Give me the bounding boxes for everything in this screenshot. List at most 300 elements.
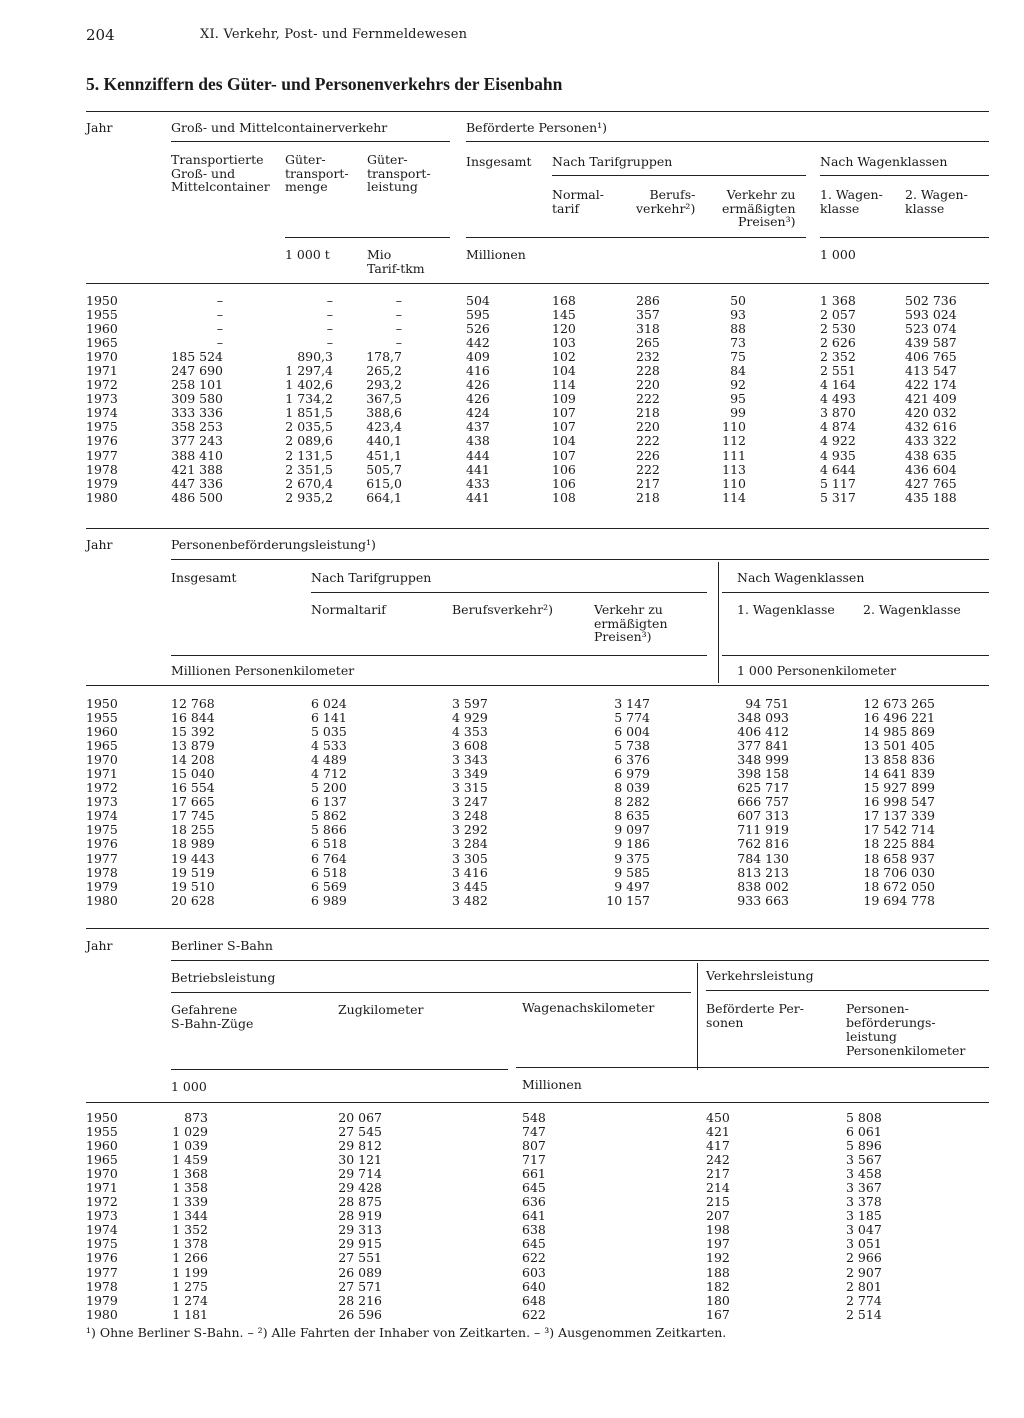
table-cell: 145 (552, 307, 576, 323)
table-cell: 5 317 (820, 489, 856, 505)
table-cell: 9 375 (614, 850, 650, 866)
table-cell: 1970 (86, 752, 118, 768)
table-cell: 13 501 405 (863, 738, 935, 754)
table-cell: 5 808 (846, 1110, 882, 1125)
table-cell: 2 626 (820, 335, 856, 351)
table-cell: 1974 (86, 1222, 118, 1238)
table-cell: 103 (552, 335, 576, 351)
table-cell: 413 547 (905, 363, 957, 379)
table-cell: 2 035,5 (285, 419, 333, 435)
t2-col-total (171, 697, 241, 908)
table-cell: 19 519 (171, 864, 215, 880)
table-cell: 9 186 (614, 836, 650, 852)
table-cell: 5 774 (614, 710, 650, 726)
table-cell: 1976 (86, 836, 118, 852)
table-cell: 486 500 (171, 489, 223, 505)
table-cell: 108 (552, 489, 576, 505)
table-cell: 641 (522, 1208, 546, 1224)
table-cell: – (326, 293, 333, 308)
t1-unit-mio-tkm: Mio Tarif-tkm (367, 247, 425, 276)
t3-col-trains (160, 1111, 208, 1322)
table-cell: 3 185 (846, 1208, 882, 1224)
table-cell: 29 428 (338, 1180, 382, 1196)
table-cell: 1 368 (172, 1166, 208, 1182)
table-cell: 293,2 (366, 377, 402, 393)
t2-header-class1: 1. Wagenklasse (737, 602, 835, 617)
t3-unit-rule-b (516, 1067, 989, 1068)
table-cell: 1976 (86, 433, 118, 449)
t1-header-class1: 1. Wagen- klasse (820, 187, 883, 216)
table-cell: 188 (706, 1264, 730, 1280)
table-cell: 30 121 (338, 1152, 382, 1168)
table-cell: 1971 (86, 363, 118, 379)
t3-col-passengers (706, 1111, 746, 1322)
table-cell: 106 (552, 461, 576, 477)
t1-header-normal: Normal- tarif (552, 187, 604, 216)
table-cell: 102 (552, 349, 576, 365)
table-cell: 6 989 (311, 892, 347, 908)
table-cell: 168 (552, 293, 576, 308)
t1-unit-rule-a (285, 237, 450, 238)
table-cell: 27 551 (338, 1250, 382, 1266)
table-cell: 19 694 778 (863, 892, 935, 908)
table-cell: 222 (636, 391, 660, 407)
table-cell: 409 (466, 349, 490, 365)
table-cell: 220 (636, 377, 660, 393)
table-cell: 1980 (86, 489, 118, 505)
t3-col-train-km (320, 1111, 382, 1322)
table-cell: 29 714 (338, 1166, 382, 1182)
table-cell: 358 253 (171, 419, 223, 435)
t3-rule-operations (171, 992, 691, 993)
t1-header-total: Insgesamt (466, 154, 532, 169)
table-cell: 18 672 050 (863, 878, 935, 894)
t3-header-traffic: Verkehrsleistung (706, 968, 814, 983)
table-cell: 440,1 (366, 433, 402, 449)
t3-header-passengers: Beförderte Per- sonen (706, 1001, 804, 1030)
table-cell: 309 580 (171, 391, 223, 407)
table-cell: 29 313 (338, 1222, 382, 1238)
table3-top-rule (86, 928, 989, 929)
table-cell: 18 255 (171, 822, 215, 838)
table-cell: 4 929 (452, 710, 488, 726)
running-title: XI. Verkehr, Post- und Fernmeldewesen (200, 27, 468, 42)
table-cell: 420 032 (905, 405, 957, 421)
table-cell: 2 530 (820, 321, 856, 337)
table-cell: 2 514 (846, 1306, 882, 1322)
table-cell: 3 378 (846, 1194, 882, 1210)
table-cell: 711 919 (737, 822, 789, 838)
table-cell: 441 (466, 461, 490, 477)
table-cell: 6 518 (311, 864, 347, 880)
t1-rule-tariff (552, 175, 806, 176)
table-cell: 933 663 (737, 892, 789, 908)
table-cell: 873 (184, 1110, 208, 1125)
table-cell: 1971 (86, 1180, 118, 1196)
t3-header-trains: Gefahrene S-Bahn-Züge (171, 1002, 254, 1031)
table-cell: 526 (466, 321, 490, 337)
table-cell: 13 858 836 (863, 752, 935, 768)
t2-unit-thousand-pkm: 1 000 Personenkilometer (737, 663, 897, 678)
t2-header-class2: 2. Wagenklasse (863, 602, 961, 617)
table-cell: 1 851,5 (285, 405, 333, 421)
table-cell: 104 (552, 433, 576, 449)
table-cell: 3 445 (452, 878, 488, 894)
table-cell: 182 (706, 1278, 730, 1294)
table-cell: 607 313 (737, 808, 789, 824)
table-cell: 1970 (86, 349, 118, 365)
t1-header-bottom-rule (86, 283, 989, 284)
table-cell: 1 368 (820, 293, 856, 308)
table-cell: 8 282 (614, 794, 650, 810)
table-cell: 14 208 (171, 752, 215, 768)
table-cell: 104 (552, 363, 576, 379)
table-cell: 422 174 (905, 377, 957, 393)
table-cell: 1978 (86, 461, 118, 477)
table-cell: 2 801 (846, 1278, 882, 1294)
table-cell: – (216, 293, 223, 308)
table-cell: 3 608 (452, 738, 488, 754)
table-cell: 228 (636, 363, 660, 379)
table-cell: 1950 (86, 1110, 118, 1125)
t1-col-commuter (636, 294, 676, 505)
t3-group-header: Berliner S-Bahn (171, 938, 273, 953)
table-cell: 217 (636, 475, 660, 491)
table-cell: 1960 (86, 321, 118, 337)
t3-header-train-km: Zugkilometer (338, 1002, 424, 1017)
t1-col-normal (552, 294, 592, 505)
table-cell: 1973 (86, 1208, 118, 1224)
table-cell: 2 935,2 (285, 489, 333, 505)
table1-top-rule (86, 111, 989, 112)
table-cell: 94 751 (745, 696, 789, 711)
table-cell: 4 493 (820, 391, 856, 407)
table-cell: 73 (730, 335, 746, 351)
table-cell: 1 378 (172, 1236, 208, 1252)
table-cell: 388 410 (171, 447, 223, 463)
table-cell: 3 367 (846, 1180, 882, 1196)
table-cell: 27 571 (338, 1278, 382, 1294)
table-cell: 95 (730, 391, 746, 407)
table-cell: 215 (706, 1194, 730, 1210)
table-cell: 645 (522, 1180, 546, 1196)
table-cell: 114 (722, 489, 746, 505)
table-cell: 247 690 (171, 363, 223, 379)
table-cell: 218 (636, 405, 660, 421)
table-cell: 107 (552, 447, 576, 463)
table-cell: 3 349 (452, 766, 488, 782)
table-cell: 20 628 (171, 892, 215, 908)
table-cell: 10 157 (606, 892, 650, 908)
table-cell: 93 (730, 307, 746, 323)
table-cell: 3 482 (452, 892, 488, 908)
table-cell: 2 351,5 (285, 461, 333, 477)
table-cell: 717 (522, 1152, 546, 1168)
t1-col-goods-amount (270, 294, 333, 505)
t2-col-class2 (840, 697, 935, 908)
table-cell: 6 141 (311, 710, 347, 726)
table-cell: 4 353 (452, 724, 488, 740)
t3-year-column (86, 1111, 146, 1322)
table-cell: 747 (522, 1124, 546, 1140)
table-cell: 3 315 (452, 780, 488, 796)
table-cell: – (216, 335, 223, 351)
t3-header-bottom-rule (86, 1102, 989, 1103)
table-cell: 813 213 (737, 864, 789, 880)
t2-group-header: Personenbeförderungsleistung¹) (171, 537, 376, 552)
t1-rule-container (171, 141, 450, 142)
table-cell: 1972 (86, 377, 118, 393)
table-cell: 28 875 (338, 1194, 382, 1210)
table-cell: 2 551 (820, 363, 856, 379)
table-cell: 1965 (86, 1152, 118, 1168)
table-cell: 622 (522, 1250, 546, 1266)
table-cell: 1950 (86, 293, 118, 308)
table-cell: – (395, 307, 402, 323)
table-cell: 6 518 (311, 836, 347, 852)
table-cell: 14 641 839 (863, 766, 935, 782)
table-cell: 111 (722, 447, 746, 463)
table-cell: 436 604 (905, 461, 957, 477)
table-cell: 17 542 714 (863, 822, 935, 838)
table-cell: 9 097 (614, 822, 650, 838)
table-cell: 2 057 (820, 307, 856, 323)
table-cell: 377 243 (171, 433, 223, 449)
t2-header-normal: Normaltarif (311, 602, 386, 617)
table-cell: 1974 (86, 808, 118, 824)
table-cell: 6 061 (846, 1124, 882, 1140)
table-cell: 1980 (86, 1306, 118, 1322)
table-cell: 648 (522, 1292, 546, 1308)
page-number: 204 (86, 26, 115, 44)
table-cell: 1 029 (172, 1124, 208, 1140)
t1-header-container-count: Transportierte Groß- und Mittelcontainer (171, 152, 270, 194)
t3-jahr-label: Jahr (86, 938, 113, 953)
table-cell: 106 (552, 475, 576, 491)
table-cell: 424 (466, 405, 490, 421)
table-cell: 16 554 (171, 780, 215, 796)
table-cell: 450 (706, 1110, 730, 1125)
table-cell: 88 (730, 321, 746, 337)
table-cell: 1 339 (172, 1194, 208, 1210)
table-cell: 17 137 339 (863, 808, 935, 824)
table-cell: 838 002 (737, 878, 789, 894)
table-cell: – (395, 293, 402, 308)
table-cell: 433 (466, 475, 490, 491)
table-cell: 110 (722, 419, 746, 435)
table-cell: 636 (522, 1194, 546, 1210)
table-cell: 4 874 (820, 419, 856, 435)
table-cell: 1 039 (172, 1138, 208, 1154)
table-cell: 638 (522, 1222, 546, 1238)
table-cell: 2 670,4 (285, 475, 333, 491)
table-cell: 6 569 (311, 878, 347, 894)
table-cell: 357 (636, 307, 660, 323)
table-cell: – (216, 307, 223, 323)
t1-unit-1000t: 1 000 t (285, 247, 330, 262)
t1-unit-thousand: 1 000 (820, 247, 856, 262)
table-cell: 1 352 (172, 1222, 208, 1238)
table-cell: 504 (466, 293, 490, 308)
table-cell: 18 989 (171, 836, 215, 852)
table-cell: 427 765 (905, 475, 957, 491)
table-cell: 17 665 (171, 794, 215, 810)
table-cell: 1955 (86, 307, 118, 323)
table-cell: 180 (706, 1292, 730, 1308)
table2-top-rule (86, 528, 989, 529)
t3-unit-thousand: 1 000 (171, 1079, 207, 1094)
table-cell: 1955 (86, 1124, 118, 1140)
table-cell: 6 376 (614, 752, 650, 768)
table-cell: 645 (522, 1236, 546, 1252)
table-cell: 1 266 (172, 1250, 208, 1266)
footnote: ¹) Ohne Berliner S-Bahn. – ²) Alle Fahrten der Inhaber von Zeitkarten. – ³) Ausgenommen Zeitkarten. (86, 1325, 727, 1340)
table-cell: 5 896 (846, 1138, 882, 1154)
table-cell: 107 (552, 405, 576, 421)
table-cell: 8 039 (614, 780, 650, 796)
table-cell: 18 658 937 (863, 850, 935, 866)
table-cell: 442 (466, 335, 490, 351)
table-cell: 441 (466, 489, 490, 505)
table-cell: 1972 (86, 1194, 118, 1210)
table-cell: 18 706 030 (863, 864, 935, 880)
table-cell: 502 736 (905, 293, 957, 308)
table-cell: 15 040 (171, 766, 215, 782)
table-cell: 1 274 (172, 1292, 208, 1308)
table-cell: 1977 (86, 850, 118, 866)
table-cell: 3 305 (452, 850, 488, 866)
table-cell: 1977 (86, 1264, 118, 1280)
table-cell: 192 (706, 1250, 730, 1266)
table-cell: 4 712 (311, 766, 347, 782)
t3-divider (697, 963, 698, 1070)
table-cell: 26 596 (338, 1306, 382, 1322)
t2-unit-million-pkm: Millionen Personenkilometer (171, 663, 355, 678)
t1-header-class2: 2. Wagen- klasse (905, 187, 968, 216)
table-cell: 348 093 (737, 710, 789, 726)
table-cell: 4 533 (311, 738, 347, 754)
t2-col-normal (311, 697, 371, 908)
table-cell: – (326, 307, 333, 323)
t1-col-class2 (905, 294, 965, 505)
table-cell: 8 635 (614, 808, 650, 824)
t3-unit-millions: Millionen (522, 1077, 582, 1092)
table-cell: 178,7 (366, 349, 402, 365)
table-cell: 417 (706, 1138, 730, 1154)
table-cell: 3 051 (846, 1236, 882, 1252)
table-cell: 1972 (86, 780, 118, 796)
table-cell: 666 757 (737, 794, 789, 810)
table-cell: 548 (522, 1110, 546, 1125)
table-cell: 16 998 547 (863, 794, 935, 810)
t2-rule-tariff (311, 592, 707, 593)
table-cell: 1979 (86, 475, 118, 491)
table-cell: 29 812 (338, 1138, 382, 1154)
t2-header-total: Insgesamt (171, 570, 237, 585)
table-cell: 3 343 (452, 752, 488, 768)
table-cell: 286 (636, 293, 660, 308)
table-cell: 1973 (86, 794, 118, 810)
table-cell: 12 673 265 (863, 696, 935, 711)
table-cell: 15 927 899 (863, 780, 935, 796)
t1-jahr-label: Jahr (86, 120, 113, 135)
table-cell: 19 510 (171, 878, 215, 894)
table-cell: 640 (522, 1278, 546, 1294)
t2-header-car-classes: Nach Wagenklassen (737, 570, 865, 585)
table-cell: 593 024 (905, 307, 957, 323)
table-cell: 50 (730, 293, 746, 308)
table-cell: 664,1 (366, 489, 402, 505)
table-cell: 1979 (86, 1292, 118, 1308)
table-cell: 3 247 (452, 794, 488, 810)
table-cell: 9 497 (614, 878, 650, 894)
table-cell: 426 (466, 377, 490, 393)
t2-col-commuter (452, 697, 512, 908)
table-cell: 29 915 (338, 1236, 382, 1252)
t1-persons-group-header: Beförderte Personen¹) (466, 120, 608, 135)
t1-header-goods-amount: Güter- transport- menge (285, 152, 349, 194)
table-cell: 2 966 (846, 1250, 882, 1266)
table-cell: 265,2 (366, 363, 402, 379)
table-cell: 109 (552, 391, 576, 407)
t1-container-group-header: Groß- und Mittelcontainerverkehr (171, 120, 388, 135)
table-cell: 406 412 (737, 724, 789, 740)
table-cell: 333 336 (171, 405, 223, 421)
t1-col-goods-performance (350, 294, 402, 505)
table-cell: 1970 (86, 1166, 118, 1182)
t1-rule-classes (820, 175, 989, 176)
table-cell: 1950 (86, 696, 118, 711)
table-cell: 615,0 (366, 475, 402, 491)
table-cell: 661 (522, 1166, 546, 1182)
table-cell: 416 (466, 363, 490, 379)
table-cell: 1975 (86, 1236, 118, 1252)
table-cell: 226 (636, 447, 660, 463)
t2-unit-rule-b (722, 655, 989, 656)
t3-col-passenger-km (846, 1111, 896, 1322)
table-cell: 377 841 (737, 738, 789, 754)
table-cell: 5 738 (614, 738, 650, 754)
table-cell: 9 585 (614, 864, 650, 880)
table-cell: 1975 (86, 822, 118, 838)
table-cell: 3 597 (452, 696, 488, 711)
table-cell: 784 130 (737, 850, 789, 866)
table-cell: 622 (522, 1306, 546, 1322)
table-cell: 217 (706, 1166, 730, 1182)
table-cell: 4 644 (820, 461, 856, 477)
table-cell: 1960 (86, 724, 118, 740)
table-cell: 3 292 (452, 822, 488, 838)
table-cell: 19 443 (171, 850, 215, 866)
table-cell: – (216, 321, 223, 337)
table-cell: 505,7 (366, 461, 402, 477)
table-cell: 16 496 221 (863, 710, 935, 726)
table-cell: 13 879 (171, 738, 215, 754)
t2-header-tariff-groups: Nach Tarifgruppen (311, 570, 432, 585)
table-cell: 1979 (86, 878, 118, 894)
table-cell: 2 352 (820, 349, 856, 365)
table-cell: 423,4 (366, 419, 402, 435)
table-cell: 5 200 (311, 780, 347, 796)
t3-header-axle-km: Wagenachskilometer (522, 1000, 655, 1015)
table-cell: 6 137 (311, 794, 347, 810)
table-cell: 1 459 (172, 1152, 208, 1168)
table-cell: 5 117 (820, 475, 856, 491)
table-cell: 1977 (86, 447, 118, 463)
table-cell: 1975 (86, 419, 118, 435)
t2-rule-classes (722, 592, 989, 593)
table-cell: 112 (722, 433, 746, 449)
